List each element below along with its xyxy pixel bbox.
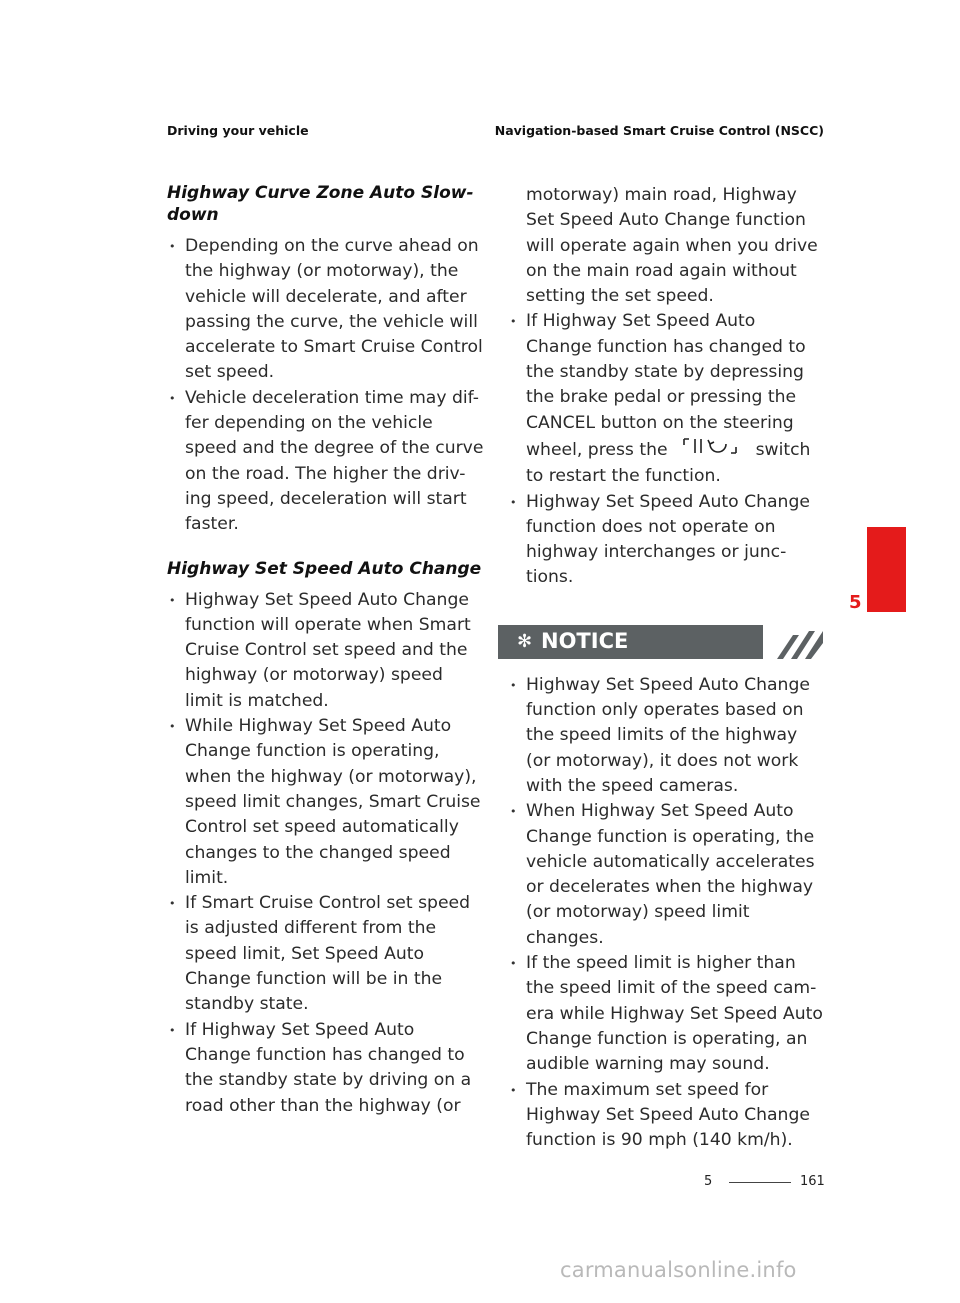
notice-list — [508, 673, 826, 1154]
list-item: • While Highway Set Speed Auto Change function is operating, when the highway (or motorway), speed limit changes, Smart Cruise Control set speed automatically changes to the changed speed limit. — [167, 714, 485, 891]
list-item: • If the speed limit is higher than the speed limit of the speed cam-era while Highway Set Speed Auto Change function is operating, an audible warning may sound. — [508, 951, 826, 1077]
list-item: • Highway Set Speed Auto Change function does not operate on highway interchanges or junc-tions. — [508, 490, 826, 591]
diagonal-stripes-decoration — [763, 625, 823, 659]
list-item: • Depending on the curve ahead on the highway (or motorway), the vehicle will decelerate, and after passing the curve, the vehicle will accelerate to Smart Cruise Control set speed. — [167, 234, 485, 386]
pause-resume-switch-icon — [682, 436, 752, 464]
right-list — [508, 309, 826, 590]
list-item: • If Highway Set Speed Auto Change function has changed to the standby state by driving on a road other than the highway (or — [167, 1018, 485, 1119]
list-item: • When Highway Set Speed Auto Change function is operating, the vehicle automatically accelerates or decelerates when the highway (or motorway) speed limit changes. — [508, 799, 826, 951]
footer-divider — [729, 1182, 791, 1183]
notice-banner — [498, 625, 823, 659]
standby-text-before: If Highway Set Speed Auto Change function has changed to the standby state by depressing the brake pedal or pressing the CANCEL button on the steering wheel, press the — [526, 311, 806, 461]
list-item: • Vehicle deceleration time may dif-fer depending on the vehicle speed and the degree of the curve on the road. The higher the driv-ing speed, deceleration will start faster. — [167, 386, 485, 538]
standby-text-after: switch to restart the function. — [526, 440, 811, 487]
left-column — [167, 182, 485, 1119]
list-item: • Highway Set Speed Auto Change function only operates based on the speed limits of the highway (or motorway), it does not work with the speed cameras. — [508, 673, 826, 799]
notice-label: NOTICE — [541, 628, 629, 653]
footer-page-number: 161 — [800, 1174, 825, 1189]
list-item: • The maximum set speed for Highway Set Speed Auto Change function is 90 mph (140 km/h). — [508, 1078, 826, 1154]
watermark: carmanualsonline.info — [560, 1258, 797, 1282]
list-item: • If Smart Cruise Control set speed is adjusted different from the speed limit, Set Speed Auto Change function will be in the standby state. — [167, 891, 485, 1017]
chapter-tab-number: 5 — [849, 592, 862, 613]
asterisk-icon: ✻ — [517, 630, 533, 652]
footer-section-number: 5 — [704, 1174, 713, 1189]
list-item-standby-restart — [508, 309, 826, 489]
list-item-continuation: motorway) main road, Highway Set Speed Auto Change function will operate again when you drive on the main road again without setting the set speed. — [526, 185, 818, 307]
right-column — [508, 183, 826, 1153]
chapter-tab — [867, 527, 906, 612]
section-title-curve-zone: Highway Curve Zone Auto Slow-down — [167, 183, 474, 225]
running-header-right: Navigation-based Smart Cruise Control (NSCC) — [494, 123, 824, 138]
section-title-set-speed-auto-change: Highway Set Speed Auto Change — [167, 558, 482, 579]
curve-zone-list — [167, 234, 485, 538]
running-header-left: Driving your vehicle — [167, 123, 309, 138]
set-speed-auto-change-list — [167, 588, 485, 1119]
list-item: • Highway Set Speed Auto Change function will operate when Smart Cruise Control set speed and the highway (or motorway) speed limit is matched. — [167, 588, 485, 714]
